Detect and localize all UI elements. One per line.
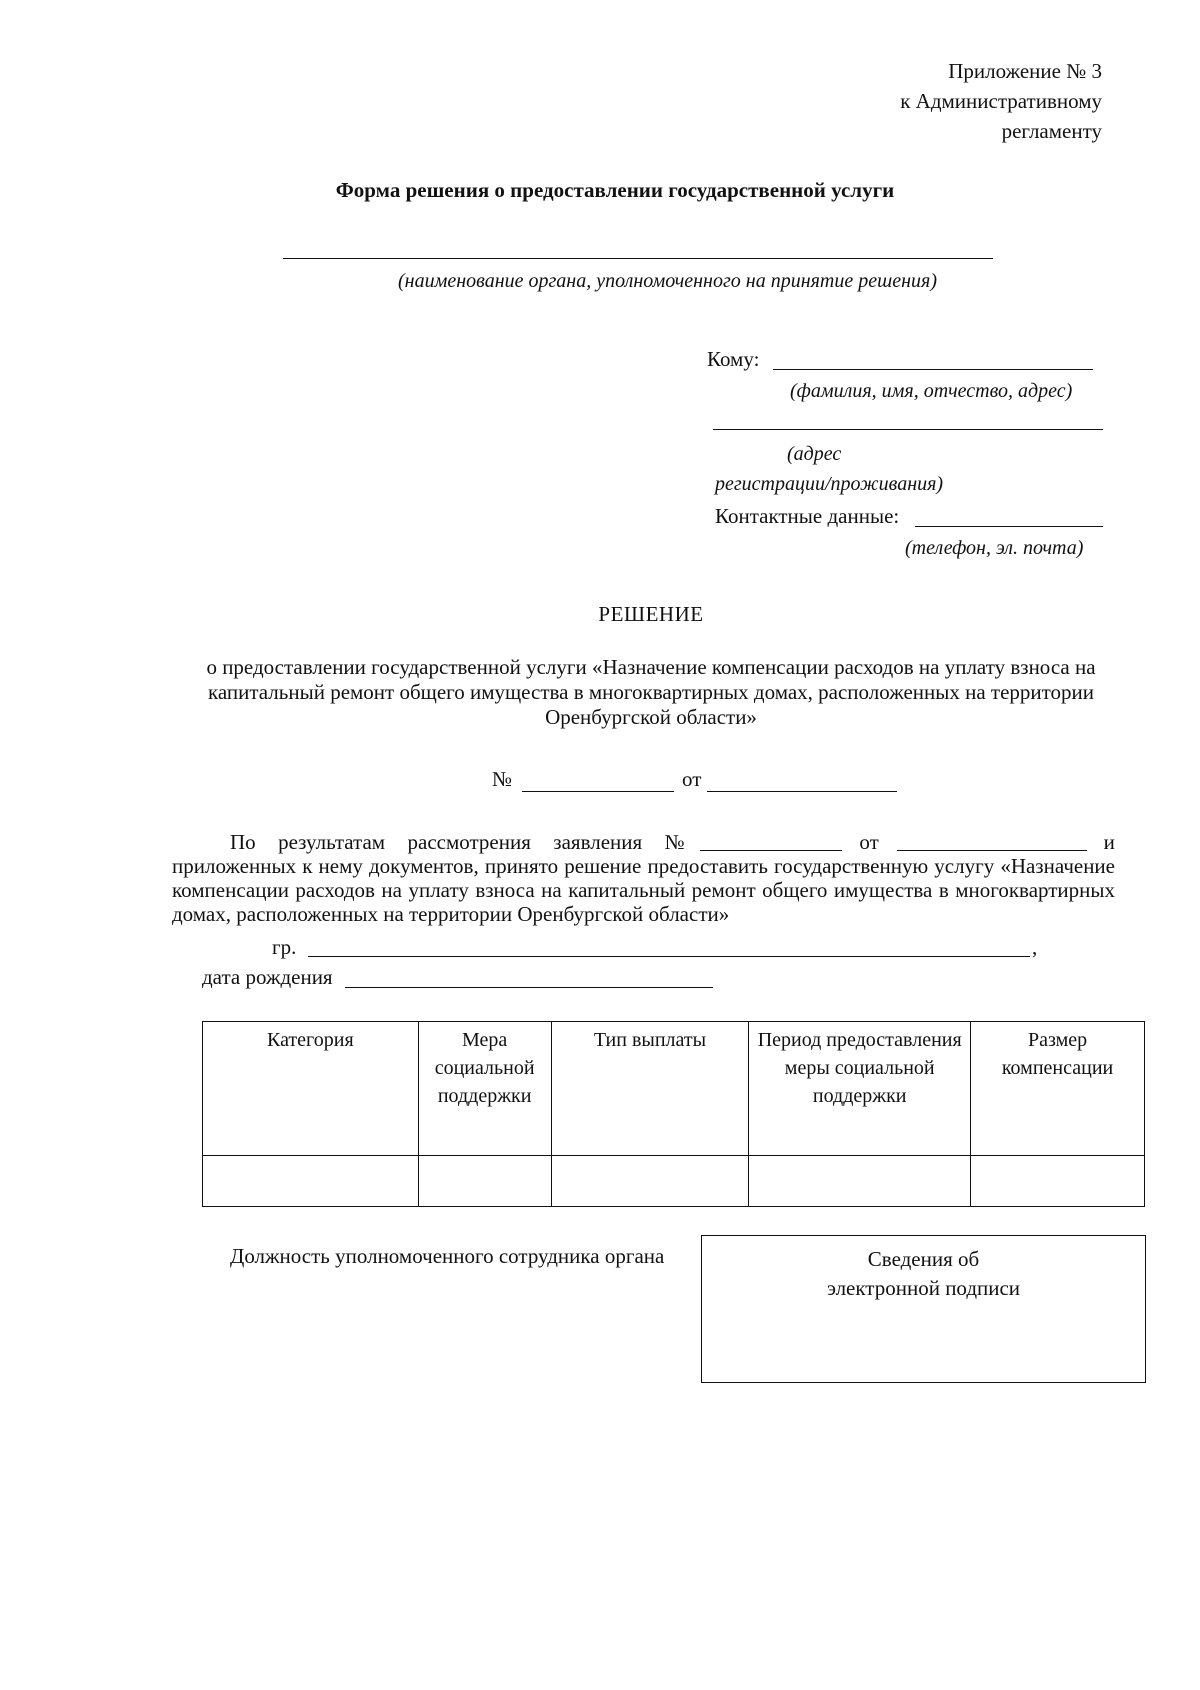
birth-date-blank	[345, 987, 713, 988]
application-number-underline	[700, 850, 842, 851]
header-category: Категория	[203, 1022, 419, 1156]
decision-title: РЕШЕНИЕ	[598, 602, 704, 626]
annex-line-3: регламенту	[1001, 119, 1102, 143]
body-word: заявления	[553, 830, 643, 854]
official-position-label: Должность уполномоченного сотрудника органа	[230, 1244, 665, 1268]
address-caption-2: регистрации/проживания)	[715, 473, 944, 495]
citizen-name-blank	[308, 956, 1030, 957]
table-cell	[418, 1156, 551, 1207]
body-word: от	[859, 830, 879, 854]
citizen-label: гр.	[272, 935, 297, 959]
table-header-row	[203, 1022, 1145, 1156]
body-word: результатам	[278, 830, 386, 854]
body-word: и	[1103, 830, 1115, 854]
header-payment-type: Тип выплаты	[551, 1022, 749, 1156]
decision-number-blank	[522, 791, 674, 792]
address-caption-1: (адрес	[787, 443, 842, 465]
table-cell	[203, 1156, 419, 1207]
name-caption: (фамилия, имя, отчество, адрес)	[790, 380, 1073, 402]
contacts-label: Контактные данные:	[715, 504, 900, 528]
body-word: По	[230, 830, 256, 854]
header-support-measure: Мера социальной поддержки	[418, 1022, 551, 1156]
recipient-address-blank	[713, 429, 1103, 430]
citizen-comma: ,	[1032, 935, 1038, 959]
table-cell	[551, 1156, 749, 1207]
support-table	[202, 1021, 1145, 1207]
contacts-caption: (телефон, эл. почта)	[905, 537, 1084, 559]
decision-date-label: от	[682, 767, 702, 791]
header-period: Период предоставления меры социальной поддержки	[749, 1022, 971, 1156]
application-date-underline	[897, 850, 1087, 851]
organ-caption: (наименование органа, уполномоченного на принятие решения)	[398, 270, 937, 292]
contacts-blank	[915, 526, 1103, 527]
decision-subject: о предоставлении государственной услуги «Назначение компенсации расходов на уплату взноса на капитальный ремонт общего имущества в многоквартирных домах, расположенных на территории Оренбургской области»	[206, 655, 1096, 729]
body-rest: приложенных к нему документов, принято решение предоставить государственную услугу «Назначение компенсации расходов на уплату взноса на капитальный ремонт общего имущества в многоквартирных домах, расположенных на территории Оренбургской области»	[172, 854, 1115, 926]
annex-line-2: к Административному	[900, 89, 1102, 113]
electronic-signature-box	[701, 1235, 1146, 1383]
table-row	[203, 1156, 1145, 1207]
table-cell	[971, 1156, 1145, 1207]
table-cell	[749, 1156, 971, 1207]
birth-date-label: дата рождения	[202, 965, 333, 989]
organ-name-blank	[283, 258, 993, 259]
recipient-name-blank	[773, 369, 1093, 370]
esign-line-2: электронной подписи	[826, 1276, 1021, 1300]
body-word: рассмотрения	[407, 830, 531, 854]
annex-header	[842, 56, 1102, 146]
decision-number-label: №	[492, 767, 513, 791]
header-compensation-amount: Размер компенсации	[971, 1022, 1145, 1156]
decision-body	[172, 830, 1115, 926]
body-word: №	[664, 830, 685, 854]
to-label: Кому:	[707, 347, 760, 371]
decision-date-blank	[707, 791, 897, 792]
annex-line-1: Приложение № 3	[948, 59, 1102, 83]
esign-line-1: Сведения об	[867, 1247, 980, 1271]
form-title: Форма решения о предоставлении государственной услуги	[335, 178, 895, 202]
